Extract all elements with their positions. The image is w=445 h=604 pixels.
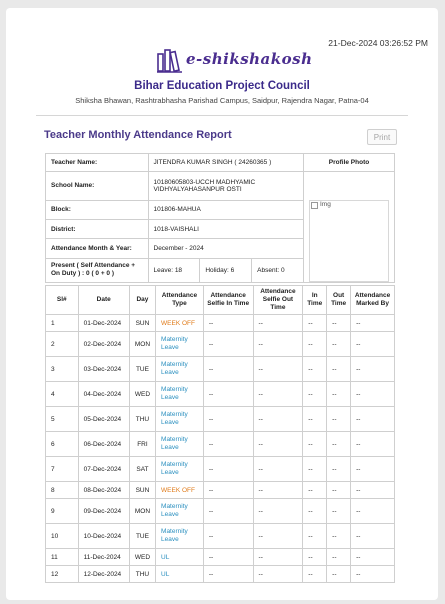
row-attendance-type: WEEK OFF	[156, 482, 204, 499]
row-attendance-type: Maternity Leave	[156, 357, 204, 382]
col-sl: Sl#	[46, 286, 79, 315]
org-address: Shiksha Bhawan, Rashtrabhasha Parishad Campus, Saidpur, Rajendra Nagar, Patna-04	[75, 96, 369, 105]
row-day: MON	[129, 332, 155, 357]
row-in-time: --	[303, 499, 327, 524]
row-selfie-out: --	[253, 549, 303, 566]
col-selfie-in: Attendance Selfie In Time	[203, 286, 253, 315]
report-timestamp: 21-Dec-2024 03:26:52 PM	[328, 38, 428, 48]
row-marked-by: --	[351, 382, 395, 407]
row-sl: 6	[46, 432, 79, 457]
row-out-time: --	[327, 566, 351, 583]
row-in-time: --	[303, 432, 327, 457]
row-selfie-in: --	[203, 524, 253, 549]
row-date: 10-Dec-2024	[78, 524, 129, 549]
row-sl: 5	[46, 407, 79, 432]
row-out-time: --	[327, 499, 351, 524]
attendance-row	[46, 407, 395, 432]
row-in-time: --	[303, 482, 327, 499]
row-out-time: --	[327, 357, 351, 382]
present-summary: Present ( Self Attendance + On Duty ) : 0 ( 0 + 0 )	[46, 258, 149, 282]
teacher-name-label: Teacher Name:	[46, 154, 149, 172]
row-sl: 9	[46, 499, 79, 524]
row-attendance-type: UL	[156, 566, 204, 583]
row-out-time: --	[327, 315, 351, 332]
row-out-time: --	[327, 332, 351, 357]
row-selfie-in: --	[203, 332, 253, 357]
col-in-time: In Time	[303, 286, 327, 315]
row-attendance-type: Maternity Leave	[156, 382, 204, 407]
eshikshakosh-logo	[156, 44, 313, 74]
row-day: MON	[129, 499, 155, 524]
attendance-row	[46, 357, 395, 382]
row-day: TUE	[129, 357, 155, 382]
report-page	[6, 8, 438, 600]
attendance-row	[46, 432, 395, 457]
row-marked-by: --	[351, 332, 395, 357]
row-date: 08-Dec-2024	[78, 482, 129, 499]
row-selfie-in: --	[203, 566, 253, 583]
row-in-time: --	[303, 315, 327, 332]
attendance-row	[46, 524, 395, 549]
attendance-header-row	[46, 286, 395, 315]
row-day: WED	[129, 549, 155, 566]
attendance-table	[45, 285, 395, 583]
row-selfie-out: --	[253, 332, 303, 357]
row-out-time: --	[327, 432, 351, 457]
row-selfie-out: --	[253, 524, 303, 549]
row-attendance-type: WEEK OFF	[156, 315, 204, 332]
row-attendance-type: Maternity Leave	[156, 332, 204, 357]
block-value: 101806-MAHUA	[148, 200, 303, 219]
row-sl: 4	[46, 382, 79, 407]
row-marked-by: --	[351, 549, 395, 566]
row-out-time: --	[327, 407, 351, 432]
row-selfie-in: --	[203, 315, 253, 332]
attendance-row	[46, 315, 395, 332]
row-day: TUE	[129, 524, 155, 549]
attendance-row	[46, 482, 395, 499]
block-label: Block:	[46, 200, 149, 219]
row-day: THU	[129, 566, 155, 583]
row-date: 01-Dec-2024	[78, 315, 129, 332]
row-date: 12-Dec-2024	[78, 566, 129, 583]
row-selfie-out: --	[253, 457, 303, 482]
row-marked-by: --	[351, 315, 395, 332]
row-in-time: --	[303, 524, 327, 549]
row-attendance-type: UL	[156, 549, 204, 566]
absent-count: Absent: 0	[252, 258, 304, 282]
profile-photo	[309, 200, 389, 282]
row-in-time: --	[303, 566, 327, 583]
row-selfie-in: --	[203, 407, 253, 432]
attendance-body	[46, 315, 395, 583]
row-out-time: --	[327, 382, 351, 407]
row-marked-by: --	[351, 524, 395, 549]
row-sl: 12	[46, 566, 79, 583]
broken-image-icon	[311, 202, 318, 209]
row-attendance-type: Maternity Leave	[156, 407, 204, 432]
teacher-name-value: JITENDRA KUMAR SINGH ( 24260365 )	[148, 154, 303, 172]
row-in-time: --	[303, 382, 327, 407]
row-in-time: --	[303, 357, 327, 382]
col-day: Day	[129, 286, 155, 315]
row-selfie-in: --	[203, 357, 253, 382]
row-attendance-type: Maternity Leave	[156, 432, 204, 457]
row-in-time: --	[303, 457, 327, 482]
row-selfie-out: --	[253, 407, 303, 432]
row-in-time: --	[303, 407, 327, 432]
row-selfie-out: --	[253, 315, 303, 332]
row-sl: 8	[46, 482, 79, 499]
attendance-row	[46, 457, 395, 482]
holiday-count: Holiday: 6	[200, 258, 252, 282]
row-marked-by: --	[351, 407, 395, 432]
row-date: 07-Dec-2024	[78, 457, 129, 482]
attendance-row	[46, 549, 395, 566]
row-attendance-type: Maternity Leave	[156, 524, 204, 549]
col-selfie-out: Attendance Selfie Out Time	[253, 286, 303, 315]
row-selfie-out: --	[253, 499, 303, 524]
row-marked-by: --	[351, 499, 395, 524]
school-name-label: School Name:	[46, 172, 149, 201]
row-day: WED	[129, 382, 155, 407]
row-selfie-in: --	[203, 457, 253, 482]
row-in-time: --	[303, 549, 327, 566]
row-in-time: --	[303, 332, 327, 357]
row-selfie-out: --	[253, 357, 303, 382]
row-marked-by: --	[351, 457, 395, 482]
row-selfie-in: --	[203, 432, 253, 457]
attendance-row	[46, 382, 395, 407]
books-icon	[156, 45, 184, 73]
attendance-row	[46, 566, 395, 583]
logo-text: e-shikshakosh	[186, 50, 313, 68]
attendance-row	[46, 332, 395, 357]
report-title: Teacher Monthly Attendance Report	[44, 129, 232, 141]
row-selfie-in: --	[203, 549, 253, 566]
row-out-time: --	[327, 482, 351, 499]
row-marked-by: --	[351, 357, 395, 382]
month-year-value: December - 2024	[148, 239, 303, 258]
row-sl: 11	[46, 549, 79, 566]
row-day: SUN	[129, 482, 155, 499]
row-out-time: --	[327, 524, 351, 549]
row-day: SUN	[129, 315, 155, 332]
district-value: 1018-VAISHALI	[148, 219, 303, 238]
org-name: Bihar Education Project Council	[134, 80, 310, 92]
profile-photo-label: Profile Photo	[303, 154, 394, 172]
row-date: 06-Dec-2024	[78, 432, 129, 457]
row-marked-by: --	[351, 432, 395, 457]
row-day: FRI	[129, 432, 155, 457]
col-type: Attendance Type	[156, 286, 204, 315]
row-selfie-in: --	[203, 482, 253, 499]
row-date: 09-Dec-2024	[78, 499, 129, 524]
row-date: 05-Dec-2024	[78, 407, 129, 432]
row-selfie-out: --	[253, 566, 303, 583]
row-day: THU	[129, 407, 155, 432]
row-day: SAT	[129, 457, 155, 482]
month-year-label: Attendance Month & Year:	[46, 239, 149, 258]
leave-count: Leave: 18	[148, 258, 200, 282]
col-date: Date	[78, 286, 129, 315]
row-date: 02-Dec-2024	[78, 332, 129, 357]
col-out-time: Out Time	[327, 286, 351, 315]
print-button[interactable]: Print	[367, 129, 397, 145]
row-selfie-in: --	[203, 382, 253, 407]
row-sl: 10	[46, 524, 79, 549]
row-selfie-out: --	[253, 482, 303, 499]
teacher-info-table	[45, 153, 395, 283]
profile-photo-cell	[303, 172, 394, 283]
profile-photo-alt: Img	[319, 201, 331, 208]
district-label: District:	[46, 219, 149, 238]
row-marked-by: --	[351, 482, 395, 499]
attendance-row	[46, 499, 395, 524]
row-out-time: --	[327, 457, 351, 482]
row-selfie-out: --	[253, 432, 303, 457]
row-date: 03-Dec-2024	[78, 357, 129, 382]
col-marked-by: Attendance Marked By	[351, 286, 395, 315]
row-date: 04-Dec-2024	[78, 382, 129, 407]
row-sl: 3	[46, 357, 79, 382]
school-name-value: 10180605803-UCCH MADHYAMIC VIDHYALYAHASANPUR OSTI	[148, 172, 303, 201]
row-out-time: --	[327, 549, 351, 566]
row-selfie-out: --	[253, 382, 303, 407]
row-selfie-in: --	[203, 499, 253, 524]
row-sl: 1	[46, 315, 79, 332]
row-attendance-type: Maternity Leave	[156, 499, 204, 524]
row-date: 11-Dec-2024	[78, 549, 129, 566]
row-sl: 2	[46, 332, 79, 357]
row-marked-by: --	[351, 566, 395, 583]
header-divider	[36, 115, 408, 116]
row-sl: 7	[46, 457, 79, 482]
row-attendance-type: Maternity Leave	[156, 457, 204, 482]
